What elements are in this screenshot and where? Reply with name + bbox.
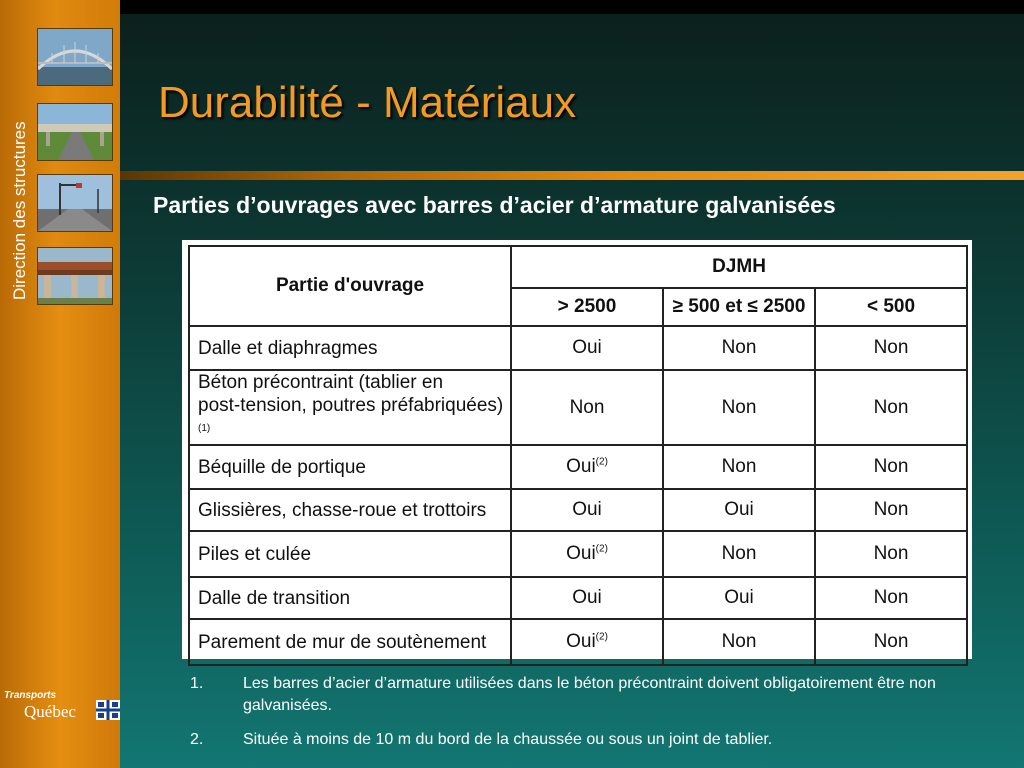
cell-value-text: Oui bbox=[724, 499, 754, 521]
cell-value-text: Non bbox=[721, 337, 757, 358]
cell-value-text: Non bbox=[873, 337, 909, 358]
cell-footnote-ref: (2) bbox=[595, 544, 608, 555]
row-label bbox=[189, 489, 511, 531]
cell-value bbox=[511, 619, 663, 665]
cell-value-text: Oui bbox=[566, 456, 596, 478]
footnotes bbox=[190, 673, 990, 763]
cell-value bbox=[663, 619, 815, 665]
highway-lights-photo bbox=[37, 174, 113, 232]
cell-footnote-ref: (2) bbox=[595, 632, 608, 643]
cell-value-text: Non bbox=[873, 543, 909, 565]
row-label-footnote-ref: (1) bbox=[198, 423, 211, 434]
cell-value bbox=[511, 326, 663, 370]
cell-value-text: Non bbox=[721, 456, 757, 478]
footnote-text: Située à moins de 10 m du bord de la chaussée ou sous un joint de tablier. bbox=[243, 731, 773, 748]
cell-value-text: Non bbox=[873, 456, 909, 478]
table-row bbox=[189, 370, 967, 445]
cell-value bbox=[663, 489, 815, 531]
cell-value-text: Non bbox=[873, 499, 909, 521]
row-label bbox=[189, 370, 511, 445]
row-label-text: Piles et culée bbox=[198, 543, 312, 565]
cell-value-text: Non bbox=[569, 396, 605, 418]
row-label bbox=[189, 619, 511, 665]
cell-value bbox=[815, 326, 967, 370]
overpass-photo bbox=[37, 103, 113, 161]
cell-value bbox=[815, 619, 967, 665]
table-row bbox=[189, 445, 967, 489]
row-label-text: Dalle et diaphragmes bbox=[198, 337, 378, 359]
bridge-arch-photo bbox=[37, 28, 113, 86]
footnote-1 bbox=[190, 673, 990, 717]
footnote-text: Les barres d’acier d’armature utilisées dans le béton précontraint doivent obligatoirement être non galvanisées. bbox=[243, 675, 936, 714]
column-header-partie: Partie d'ouvrage bbox=[189, 246, 511, 326]
fleur-de-lis-flag-icon bbox=[96, 700, 120, 720]
column-header-range-2: ≥ 500 et ≤ 2500 bbox=[663, 288, 815, 326]
cell-value-text: Non bbox=[721, 396, 757, 418]
cell-value bbox=[663, 326, 815, 370]
row-label bbox=[189, 577, 511, 619]
cell-value-text: Non bbox=[873, 631, 909, 653]
cell-value bbox=[511, 370, 663, 445]
title-divider bbox=[120, 171, 1024, 180]
cell-value bbox=[663, 445, 815, 489]
cell-value-text: Oui bbox=[566, 631, 596, 653]
row-label-text: Parement de mur de soutènement bbox=[198, 631, 487, 653]
cell-value-text: Oui bbox=[572, 337, 602, 358]
cell-value bbox=[815, 489, 967, 531]
table-row bbox=[189, 577, 967, 619]
cell-value-text: Non bbox=[873, 587, 909, 609]
cell-value-text: Oui bbox=[572, 499, 602, 521]
footnote-number: 1. bbox=[190, 675, 204, 692]
row-label bbox=[189, 531, 511, 577]
column-header-djmh: DJMH bbox=[511, 246, 967, 288]
cell-value-text: Oui bbox=[724, 587, 754, 609]
cell-value-text: Non bbox=[721, 631, 757, 653]
row-label bbox=[189, 326, 511, 370]
galvanized-rebar-table bbox=[188, 245, 968, 666]
cell-value-text: Non bbox=[873, 396, 909, 418]
cell-value bbox=[511, 445, 663, 489]
top-bar bbox=[120, 0, 1024, 14]
cell-value bbox=[663, 531, 815, 577]
slide-subtitle: Parties d’ouvrages avec barres d’acier d’armature galvanisées bbox=[153, 192, 836, 218]
cell-value-text: Oui bbox=[566, 543, 596, 565]
cell-value bbox=[511, 577, 663, 619]
cell-value bbox=[663, 370, 815, 445]
row-label-text: Dalle de transition bbox=[198, 587, 351, 609]
table-row bbox=[189, 531, 967, 577]
table-container bbox=[182, 240, 972, 659]
table-row bbox=[189, 489, 967, 531]
transports-quebec-logo bbox=[2, 690, 120, 724]
row-label-text: Glissières, chasse-roue et trottoirs bbox=[198, 499, 487, 521]
cell-value-text: Oui bbox=[572, 587, 602, 609]
cell-value-text: Non bbox=[721, 543, 757, 565]
row-label-text: Béquille de portique bbox=[198, 456, 366, 478]
slide-title: Durabilité - Matériaux bbox=[158, 78, 577, 127]
cell-value bbox=[511, 531, 663, 577]
cell-value bbox=[815, 370, 967, 445]
cell-value bbox=[815, 445, 967, 489]
sidebar: Direction des structures Transports Québec bbox=[0, 0, 120, 768]
logo-line-2: Québec bbox=[24, 702, 76, 721]
row-label bbox=[189, 445, 511, 489]
logo-line-1: Transports bbox=[4, 690, 57, 701]
cell-value bbox=[511, 489, 663, 531]
viaduct-photo bbox=[37, 247, 113, 305]
table-row bbox=[189, 619, 967, 665]
footnote-number: 2. bbox=[190, 731, 204, 748]
cell-value bbox=[815, 531, 967, 577]
cell-footnote-ref: (2) bbox=[595, 457, 608, 468]
cell-value bbox=[815, 577, 967, 619]
column-header-range-3: < 500 bbox=[815, 288, 967, 326]
column-header-range-1: > 2500 bbox=[511, 288, 663, 326]
cell-value bbox=[663, 577, 815, 619]
row-label-text-line-2: post-tension, poutres préfabriquées) bbox=[198, 395, 504, 416]
footnote-2 bbox=[190, 729, 990, 751]
row-label-text: Béton précontraint (tablier en bbox=[198, 372, 444, 393]
table-row bbox=[189, 326, 967, 370]
